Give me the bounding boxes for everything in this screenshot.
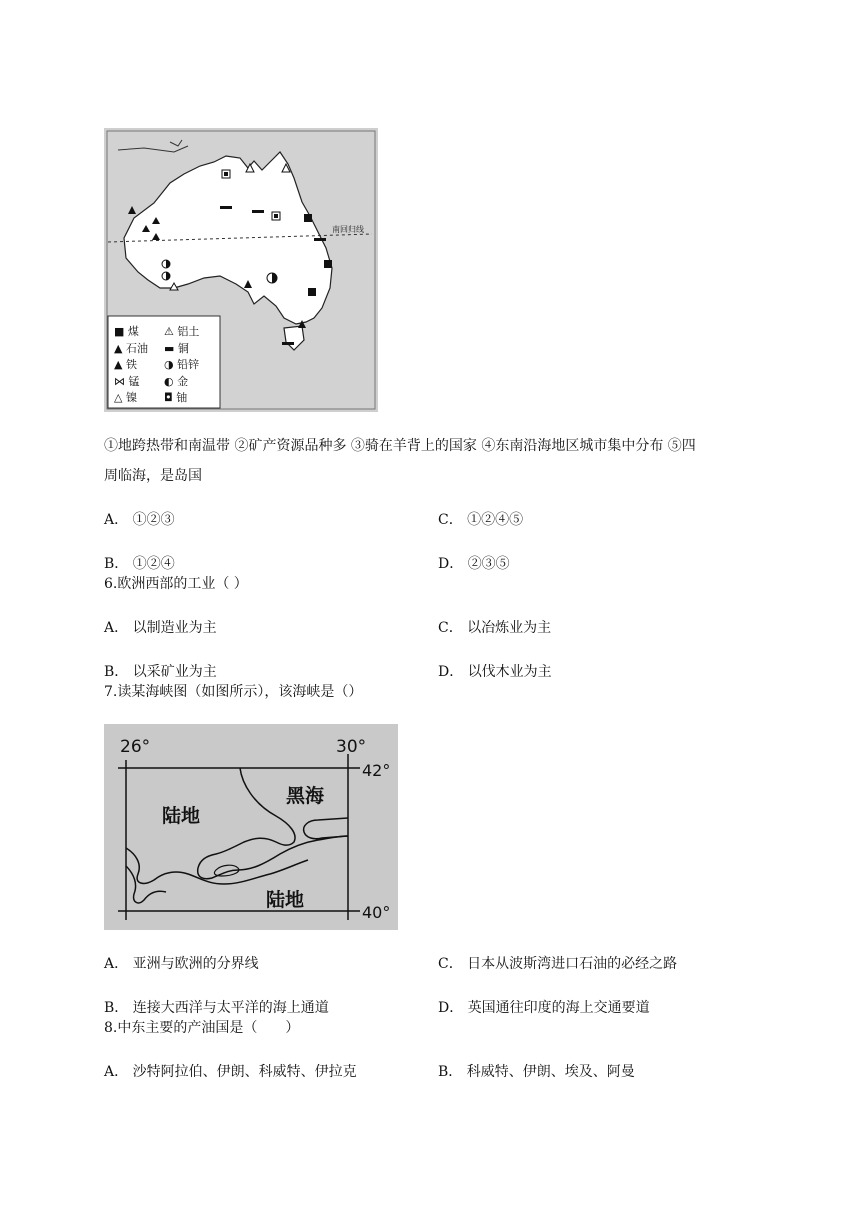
legend-item: ◘ 铀 <box>164 391 188 404</box>
q7-stem: 7.读某海峡图（如图所示），该海峡是（） <box>104 684 363 700</box>
legend-item: ◐ 金 <box>164 374 189 388</box>
q7-option-d[interactable]: D． 英国通往印度的海上交通要道 <box>438 1000 650 1016</box>
tropic-label: 南回归线 <box>332 225 364 234</box>
legend-item: ▲ 石油 <box>114 341 148 355</box>
q5-option-d[interactable]: D． ②③⑤ <box>438 556 510 572</box>
legend-item: ■ 煤 <box>114 325 139 338</box>
q5-option-b[interactable]: B． ①②④ <box>104 556 175 572</box>
legend-item: △ 镍 <box>114 391 137 404</box>
legend-item: ⚠ 铝土 <box>164 325 200 338</box>
lon-label-right: 30° <box>336 737 367 757</box>
q7-option-b[interactable]: B． 连接大西洋与太平洋的海上通道 <box>104 1000 329 1016</box>
q5-statements-line2: 周临海，是岛国 <box>104 468 202 484</box>
strait-map <box>104 724 398 930</box>
q6-option-c[interactable]: C． 以冶炼业为主 <box>438 620 552 636</box>
q5-statements-line1: ①地跨热带和南温带 ②矿产资源品种多 ③骑在羊背上的国家 ④东南沿海地区城市集中分布 ⑤四 <box>104 438 696 454</box>
q6-stem: 6.欧洲西部的工业（ ） <box>104 576 248 592</box>
strait-map-svg <box>104 724 398 930</box>
land-label-2: 陆地 <box>266 889 305 911</box>
australia-mineral-map <box>104 128 378 412</box>
lon-label-left: 26° <box>120 737 151 757</box>
land-label-1: 陆地 <box>162 805 201 827</box>
q7-option-c[interactable]: C． 日本从波斯湾进口石油的必经之路 <box>438 956 678 972</box>
q8-stem: 8.中东主要的产油国是（ ） <box>104 1020 300 1036</box>
q7-option-a[interactable]: A． 亚洲与欧洲的分界线 <box>104 956 259 972</box>
q6-option-a[interactable]: A． 以制造业为主 <box>104 620 217 636</box>
sea-label: 黑海 <box>286 785 325 807</box>
lat-label-bottom: 40° <box>362 903 391 922</box>
legend-item: ⋈ 锰 <box>114 374 140 388</box>
legend-item: ▬ 铜 <box>164 341 189 355</box>
legend-item: ▲ 铁 <box>114 358 137 371</box>
map-legend <box>114 324 218 407</box>
q5-option-c[interactable]: C． ①②④⑤ <box>438 512 524 528</box>
q5-option-a[interactable]: A． ①②③ <box>104 512 175 528</box>
q8-option-b[interactable]: B． 科威特、伊朗、埃及、阿曼 <box>438 1064 635 1080</box>
lat-label-top: 42° <box>362 761 391 780</box>
q6-option-d[interactable]: D． 以伐木业为主 <box>438 664 552 680</box>
legend-item: ◑ 铅锌 <box>164 358 200 371</box>
q8-option-a[interactable]: A． 沙特阿拉伯、伊朗、科威特、伊拉克 <box>104 1064 357 1080</box>
q6-option-b[interactable]: B． 以采矿业为主 <box>104 664 217 680</box>
